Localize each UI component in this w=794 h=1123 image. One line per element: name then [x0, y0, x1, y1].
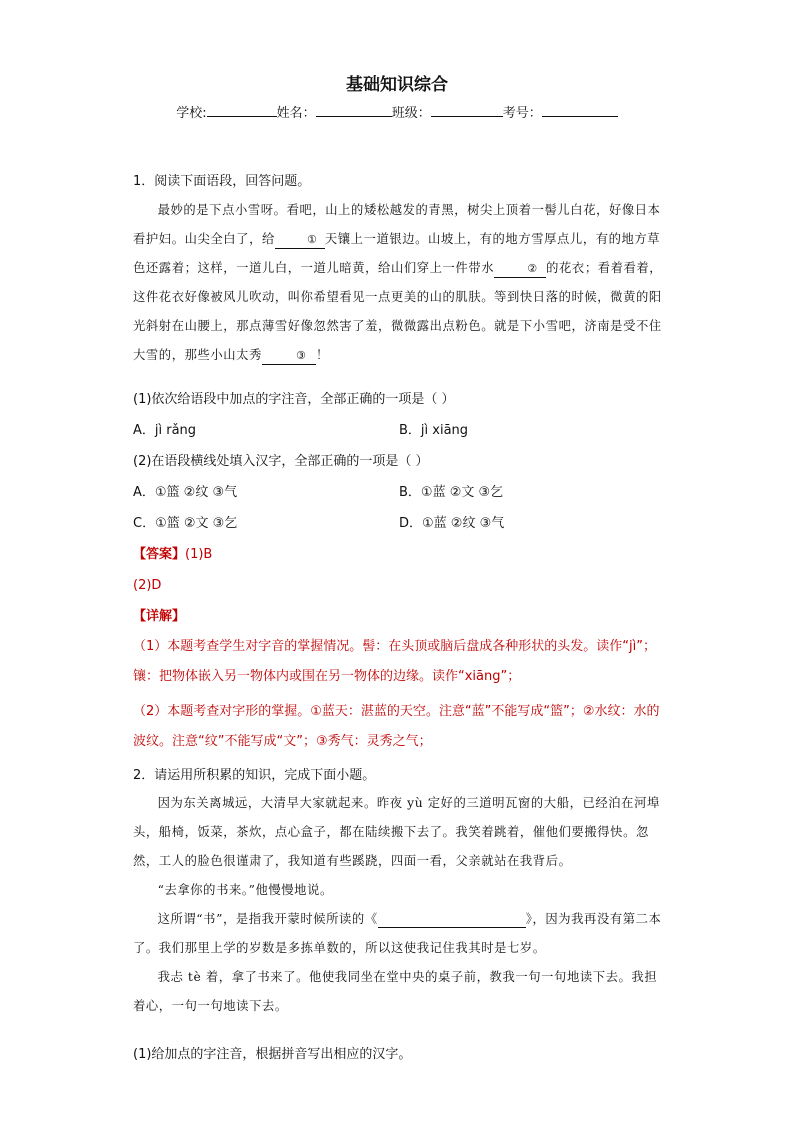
book-title-blank[interactable]	[378, 911, 526, 928]
detail-label: 【详解】	[133, 609, 186, 624]
class-blank[interactable]	[431, 102, 503, 117]
sub-question-2-options-row-2	[133, 514, 665, 534]
passage-paragraph-3	[133, 905, 665, 963]
option-a[interactable]: A．jì rǎng	[133, 423, 197, 438]
sub-question-1-options	[133, 421, 665, 441]
exam-no-blank[interactable]	[542, 102, 618, 117]
option-c[interactable]: C．①篮 ②文 ③乞	[133, 516, 238, 531]
detail-2: （2）本题考查对字形的掌握。①蓝天：湛蓝的天空。注意“蓝”不能写成“篮”；②水纹：水的波纹。注意“纹”不能写成“文”；③秀气：灵秀之气；	[133, 704, 660, 749]
sub-question-2-options-row-1	[133, 483, 665, 503]
school-label: 学校:	[176, 106, 207, 121]
question-2-stem: 2．请运用所积累的知识，完成下面小题。	[133, 768, 376, 783]
passage-text-1: 最妙的是下点小雪呀。看吧，山上的矮松越发的青黑，树尖上顶着一髻儿白花，好像日本看护妇。山尖全白了，给	[133, 203, 661, 246]
passage-paragraph-2: “去拿你的书来。”他慢慢地说。	[157, 883, 333, 897]
student-info-line	[0, 102, 794, 121]
question-1-passage	[133, 196, 665, 370]
option-b[interactable]: B．①蓝 ②文 ③乞	[399, 485, 504, 500]
page-title: 基础知识综合	[346, 75, 448, 95]
passage-text-4: ！	[315, 348, 329, 362]
paragraph-3-text-b: 》，因为我再没有第二本了。我们那里上学的岁数是多拣单数的，所以这使我记住我其时是七岁。	[133, 912, 662, 955]
school-blank[interactable]	[207, 102, 277, 117]
name-blank[interactable]	[316, 102, 392, 117]
answer-label: 【答案】	[133, 547, 186, 562]
option-d[interactable]: D．①蓝 ②纹 ③气	[399, 516, 505, 531]
answer-2: (2)D	[133, 578, 162, 593]
sub-question-1: (1)依次给语段中加点的字注音，全部正确的一项是（ ）	[133, 392, 455, 407]
class-label: 班级：	[391, 106, 431, 121]
passage-paragraph-1: 因为东关离城远，大清早大家就起来。昨夜 yù 定好的三道明瓦窗的大船，已经泊在河埠头，船椅，饭菜，茶炊，点心盒子，都在陆续搬下去了。我笑着跳着，催他们要搬得快。忽然，工人的脸色很谨肃了，我知道有些蹊跷，四面一看，父亲就站在我背后。	[133, 796, 660, 868]
fill-blank-2[interactable]: ②	[494, 261, 546, 278]
detail-1: （1）本题考查学生对字音的掌握情况。髻：在头顶或脑后盘成各种形状的头发。读作“jì”；镶：把物体嵌入另一物体内或围在另一物体的边缘。读作“xiāng”；	[133, 639, 656, 684]
name-label: 姓名：	[276, 106, 316, 121]
question-1-stem: 1．阅读下面语段，回答问题。	[133, 174, 311, 189]
fill-blank-3[interactable]: ③	[262, 348, 316, 365]
answer-line	[133, 545, 665, 565]
passage-text-2: 天镶上一道银边。山坡上，有的地方雪厚点儿，有的地方草色还露着；这样，一道儿白，一道儿暗黄，给山们穿上一件带水	[133, 232, 661, 275]
sub-question-2: (2)在语段横线处填入汉字，全部正确的一项是（ ）	[133, 454, 429, 469]
question-2-passage	[133, 789, 665, 1021]
option-b[interactable]: B．jì xiāng	[399, 423, 469, 438]
passage-paragraph-4: 我忐 tè 着，拿了书来了。他使我同坐在堂中央的桌子前，教我一句一句地读下去。我担着心，一句一句地读下去。	[133, 970, 658, 1013]
fill-blank-1[interactable]: ①	[275, 232, 325, 249]
exam-no-label: 考号：	[502, 106, 542, 121]
answer-1: (1)B	[185, 547, 213, 562]
passage-text-3: 的花衣；看着看着，这件花衣好像被风儿吹动，叫你希望看见一点更美的山的肌肤。等到快日落的时候，微黄的阳光斜射在山腰上，那点薄雪好像忽然害了羞，微微露出点粉色。就是下小雪吧，济南是受不住大雪的，那些小山太秀	[133, 261, 663, 362]
option-a[interactable]: A．①篮 ②纹 ③气	[133, 485, 238, 500]
question-2-sub-1: (1)给加点的字注音，根据拼音写出相应的汉字。	[133, 1047, 412, 1062]
paragraph-3-text-a: 这所谓“书”，是指我开蒙时候所读的《	[157, 912, 378, 926]
